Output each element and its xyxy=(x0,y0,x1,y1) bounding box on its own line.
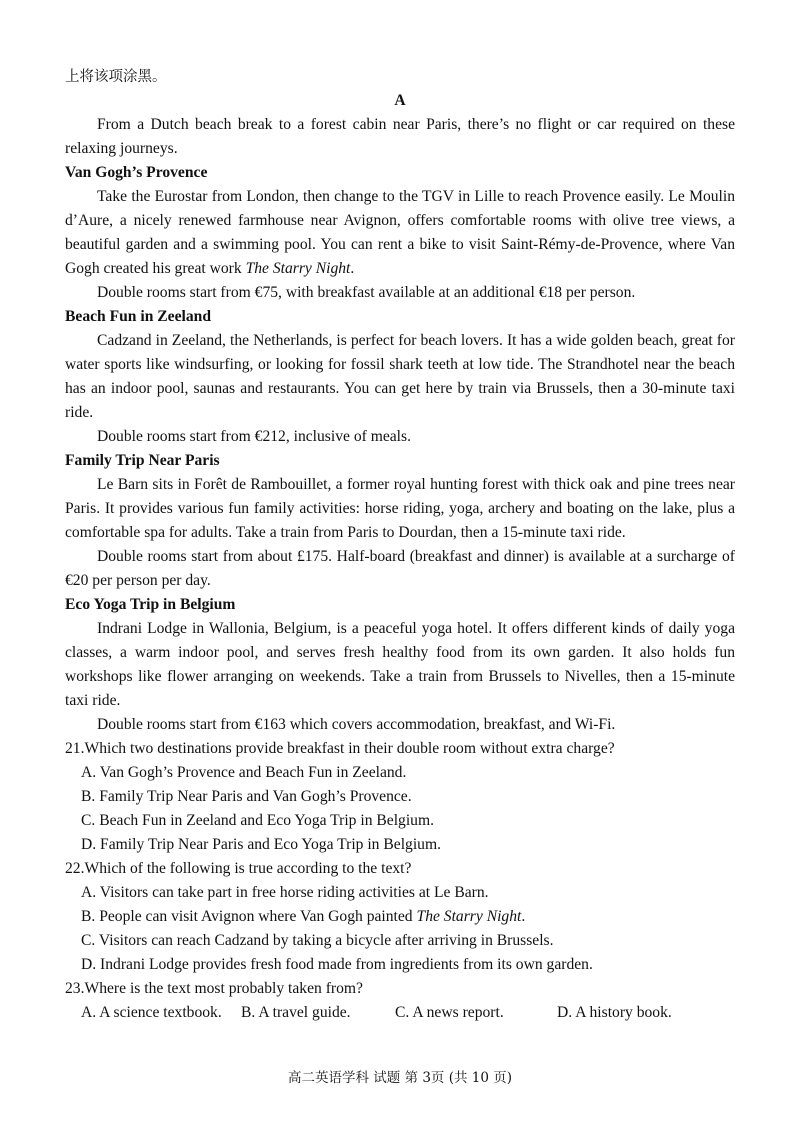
question-21-option-b[interactable]: B. Family Trip Near Paris and Van Gogh’s Provence. xyxy=(81,788,412,805)
section-body-paris: Le Barn sits in Forêt de Rambouillet, a former royal hunting forest with thick oak and pine trees near Paris. It provides various fun family activities: horse riding, yoga, archery and boating on the lake, plus a comfortable spa for adults. Take a train from Paris to Dourdan, then a 15-minute taxi ride. xyxy=(65,476,735,541)
section-heading-provence: Van Gogh’s Provence xyxy=(65,164,208,181)
question-22-option-c[interactable]: C. Visitors can reach Cadzand by taking a bicycle after arriving in Brussels. xyxy=(81,932,554,949)
option-text: B. People can visit Avignon where Van Gogh painted xyxy=(81,908,417,925)
body-text-end: . xyxy=(350,260,355,277)
section-body-belgium: Indrani Lodge in Wallonia, Belgium, is a peaceful yoga hotel. It offers different kinds of daily yoga classes, a warm indoor pool, and serves fresh healthy food from its own garden. It also holds fun workshops like flower arranging on weekends. Take a train from Brussels to Nivelles, then a 15-minute taxi ride. xyxy=(65,620,735,709)
question-22-option-b[interactable] xyxy=(65,905,735,929)
artwork-title: The Starry Night xyxy=(245,260,351,277)
question-21-option-d[interactable]: D. Family Trip Near Paris and Eco Yoga Trip in Belgium. xyxy=(81,836,441,853)
body-text: Take the Eurostar from London, then change to the TGV in Lille to reach Provence easily. Le Moulin d’Aure, a nicely renewed farmhouse near Avignon, offers comfortable rooms with olive tree views, a beautiful garden and a swimming pool. You can rent a bike to visit Saint-Rémy-de-Provence, where Van Gogh created his great work xyxy=(65,188,735,277)
artwork-title: The Starry Night xyxy=(416,908,522,925)
question-23-options xyxy=(65,1001,735,1025)
instruction-text: 上将该项涂黑。 xyxy=(65,69,167,85)
passage-label: A xyxy=(394,92,406,109)
question-23-option-a[interactable]: A. A science textbook. xyxy=(81,1004,222,1021)
section-body-zeeland: Cadzand in Zeeland, the Netherlands, is perfect for beach lovers. It has a wide golden beach, great for water sports like windsurfing, or looking for fossil shark teeth at low tide. The Strandhotel near the beach has an indoor pool, saunas and restaurants. You can get here by train via Brussels, then a 30-minute taxi ride. xyxy=(65,332,735,421)
section-price-provence: Double rooms start from €75, with breakfast available at an additional €18 per person. xyxy=(97,284,636,301)
question-23-option-c[interactable]: C. A news report. xyxy=(395,1004,504,1021)
option-text-end: . xyxy=(521,908,526,925)
question-22-option-a[interactable]: A. Visitors can take part in free horse riding activities at Le Barn. xyxy=(81,884,489,901)
section-price-belgium: Double rooms start from €163 which covers accommodation, breakfast, and Wi-Fi. xyxy=(97,716,616,733)
section-heading-belgium: Eco Yoga Trip in Belgium xyxy=(65,596,236,613)
question-23-option-d[interactable]: D. A history book. xyxy=(557,1004,672,1021)
page-footer: 高二英语学科 试题 第 3页 (共 10 页) xyxy=(287,1070,513,1086)
question-23: 23.Where is the text most probably taken from? xyxy=(65,980,363,997)
question-22: 22.Which of the following is true according to the text? xyxy=(65,860,412,877)
page-content xyxy=(65,65,735,1025)
section-price-paris: Double rooms start from about £175. Half-board (breakfast and dinner) is available at a surcharge of €20 per person per day. xyxy=(65,548,735,589)
section-price-zeeland: Double rooms start from €212, inclusive of meals. xyxy=(97,428,411,445)
question-21-option-a[interactable]: A. Van Gogh’s Provence and Beach Fun in Zeeland. xyxy=(81,764,407,781)
question-23-option-b[interactable]: B. A travel guide. xyxy=(241,1004,351,1021)
passage-intro: From a Dutch beach break to a forest cabin near Paris, there’s no flight or car required on these relaxing journeys. xyxy=(65,116,735,157)
question-22-option-d[interactable]: D. Indrani Lodge provides fresh food made from ingredients from its own garden. xyxy=(81,956,593,973)
section-body-provence xyxy=(65,185,735,281)
section-heading-paris: Family Trip Near Paris xyxy=(65,452,220,469)
question-21: 21.Which two destinations provide breakfast in their double room without extra charge? xyxy=(65,740,615,757)
section-heading-zeeland: Beach Fun in Zeeland xyxy=(65,308,212,325)
question-21-option-c[interactable]: C. Beach Fun in Zeeland and Eco Yoga Trip in Belgium. xyxy=(81,812,435,829)
